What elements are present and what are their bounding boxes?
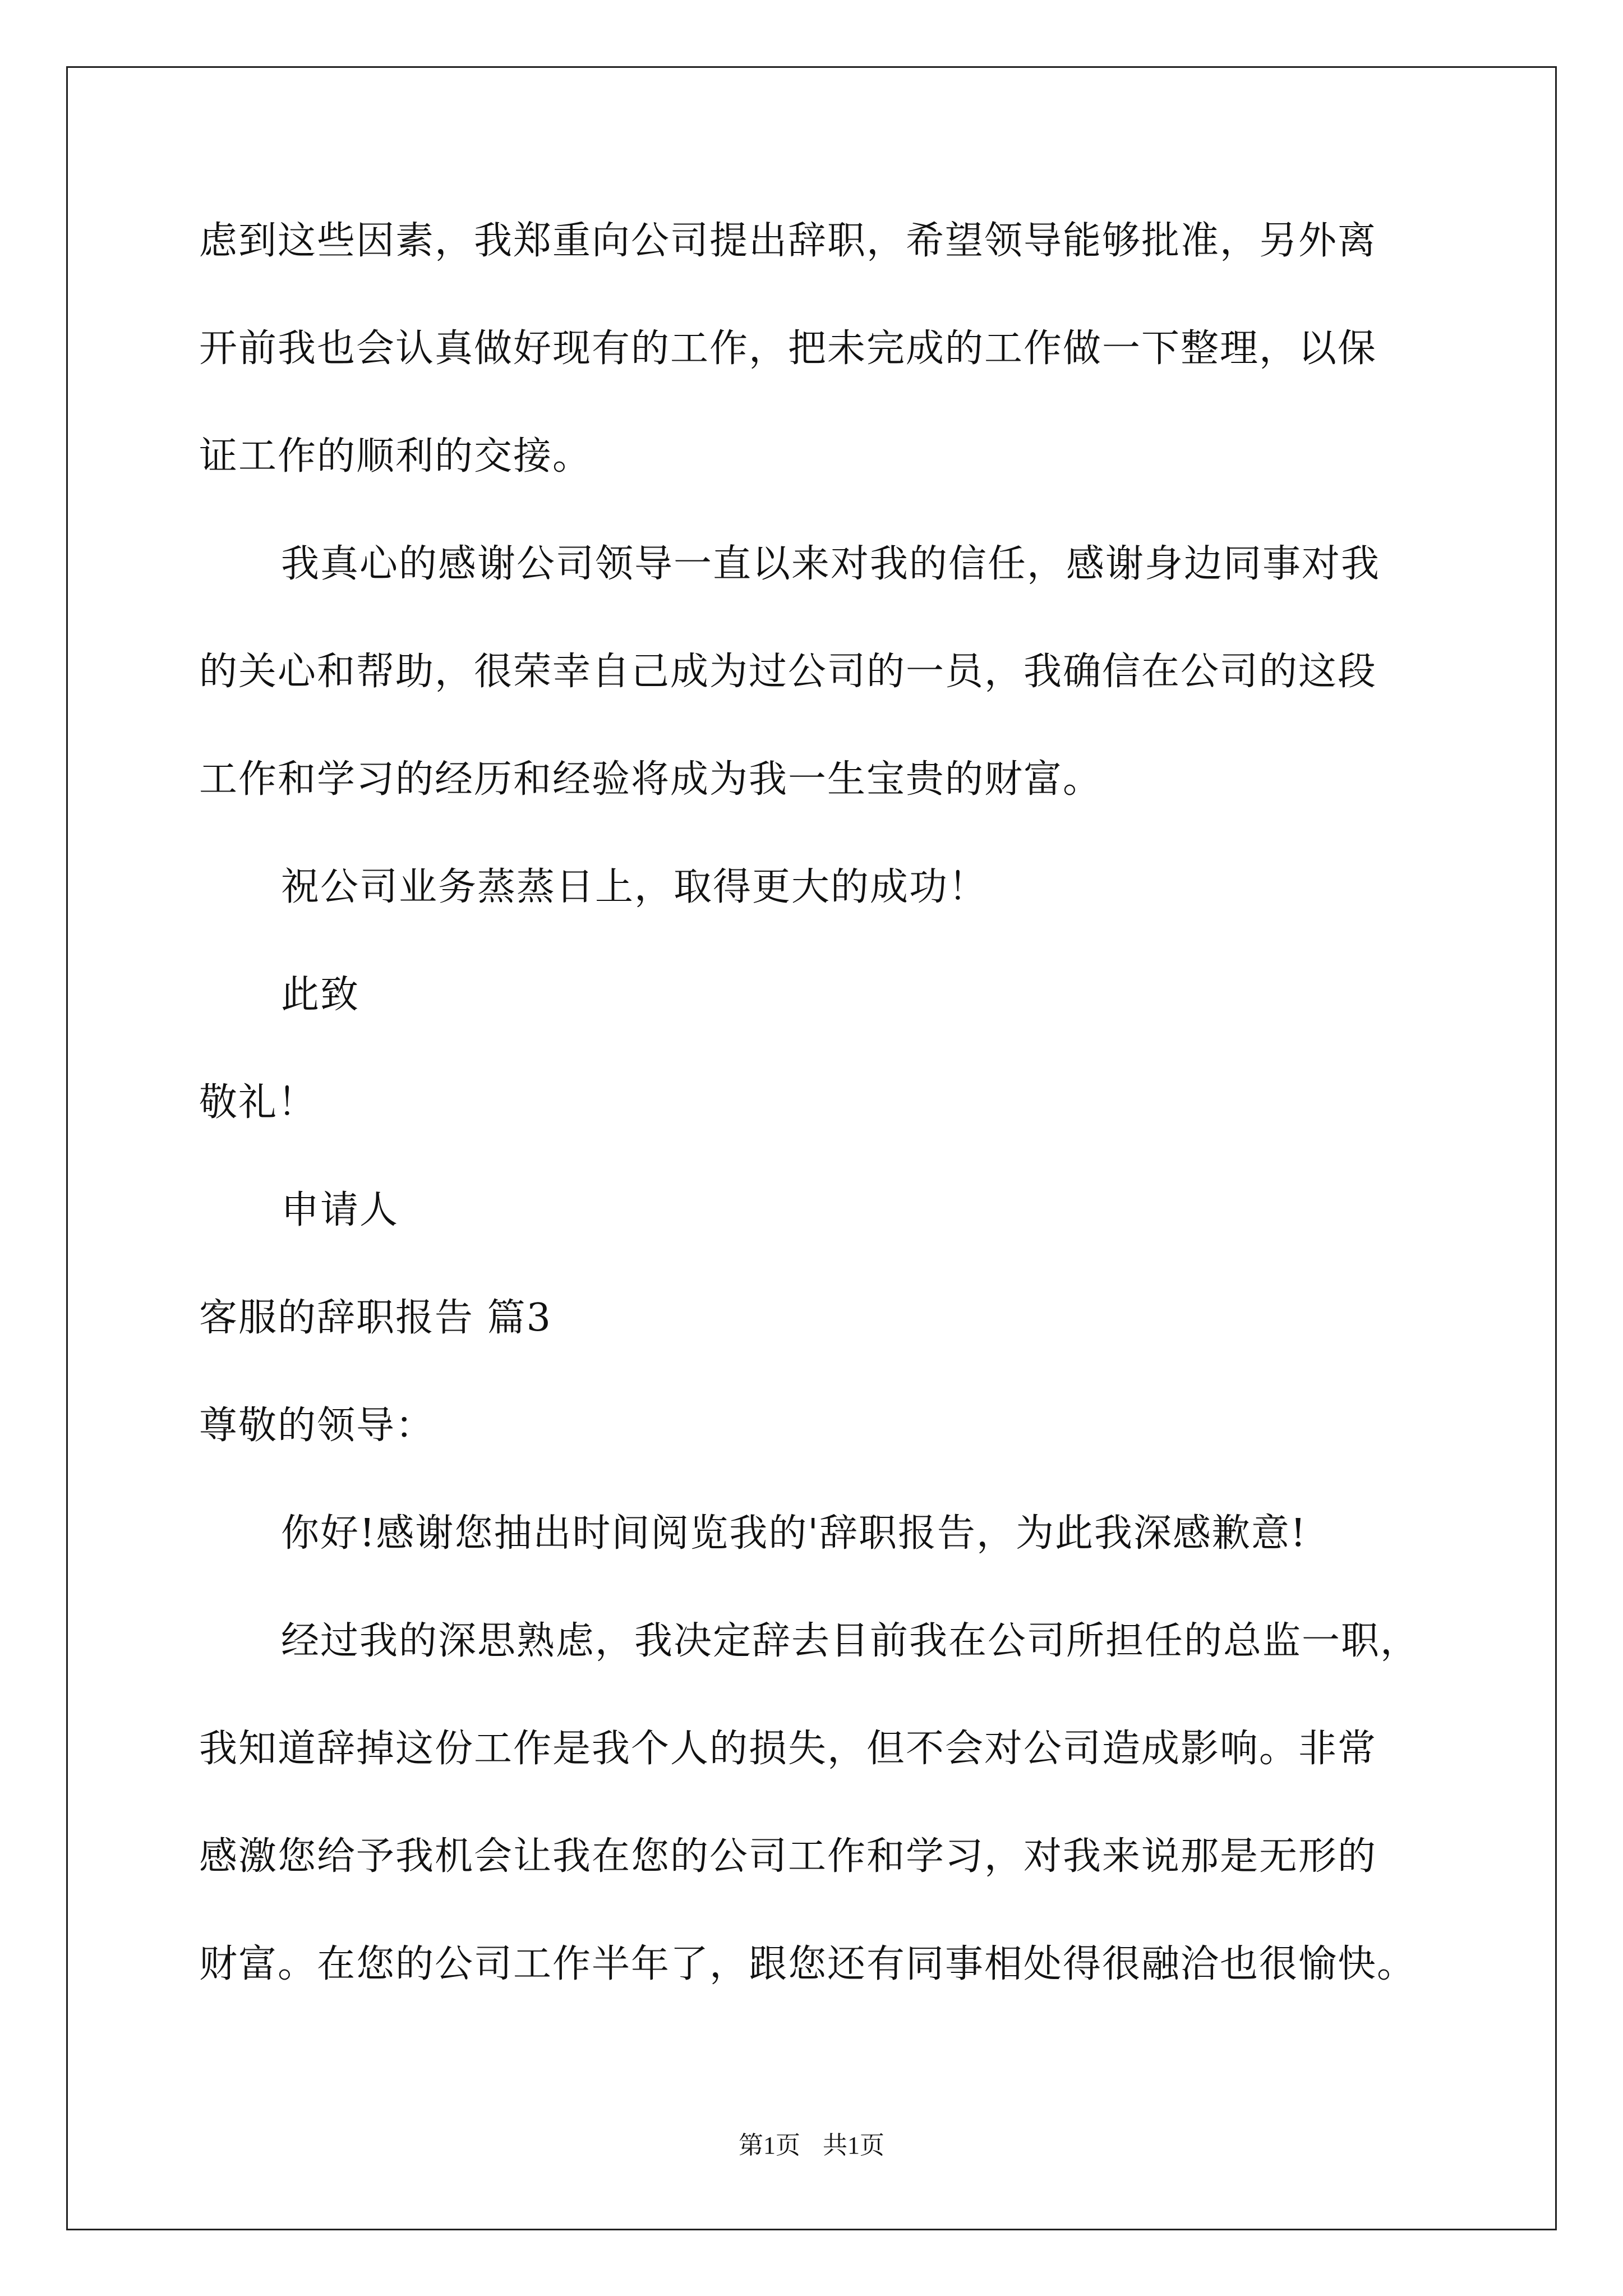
paragraph-line: 工作和学习的经历和经验将成为我一生宝贵的财富。 <box>199 757 1103 802</box>
page-footer <box>0 2129 1623 2162</box>
paragraph-line: 感激您给予我机会让我在您的公司工作和学习，对我来说那是无形的 <box>199 1834 1377 1879</box>
page-border <box>66 66 1557 2230</box>
signature-label: 申请人 <box>281 1188 399 1232</box>
paragraph-line: 经过我的深思熟虑，我决定辞去目前我在公司所担任的总监一职， <box>281 1619 1420 1663</box>
paragraph-line: 你好!感谢您抽出时间阅览我的'辞职报告，为此我深感歉意! <box>281 1511 1307 1556</box>
page-total: 共1页 <box>823 2132 884 2159</box>
paragraph-line: 证工作的顺利的交接。 <box>199 434 592 478</box>
paragraph-line: 财富。在您的公司工作半年了，跟您还有同事相处得很融洽也很愉快。 <box>199 1942 1417 1986</box>
closing-regards: 敬礼！ <box>199 1080 317 1125</box>
greeting: 尊敬的领导： <box>199 1404 435 1448</box>
paragraph-line: 我知道辞掉这份工作是我个人的损失，但不会对公司造成影响。非常 <box>199 1727 1377 1771</box>
section-heading: 客服的辞职报告 篇3 <box>199 1296 552 1340</box>
paragraph-line: 开前我也会认真做好现有的工作，把未完成的工作做一下整理，以保 <box>199 326 1377 371</box>
paragraph-line: 虑到这些因素，我郑重向公司提出辞职，希望领导能够批准，另外离 <box>199 219 1377 263</box>
paragraph-line: 的关心和帮助，很荣幸自己成为过公司的一员，我确信在公司的这段 <box>199 650 1377 694</box>
paragraph-line: 祝公司业务蒸蒸日上，取得更大的成功！ <box>281 865 988 909</box>
closing-salutation: 此致 <box>281 973 360 1017</box>
page-number: 第1页 <box>739 2132 800 2159</box>
paragraph-line: 我真心的感谢公司领导一直以来对我的信任，感谢身边同事对我 <box>281 542 1381 586</box>
